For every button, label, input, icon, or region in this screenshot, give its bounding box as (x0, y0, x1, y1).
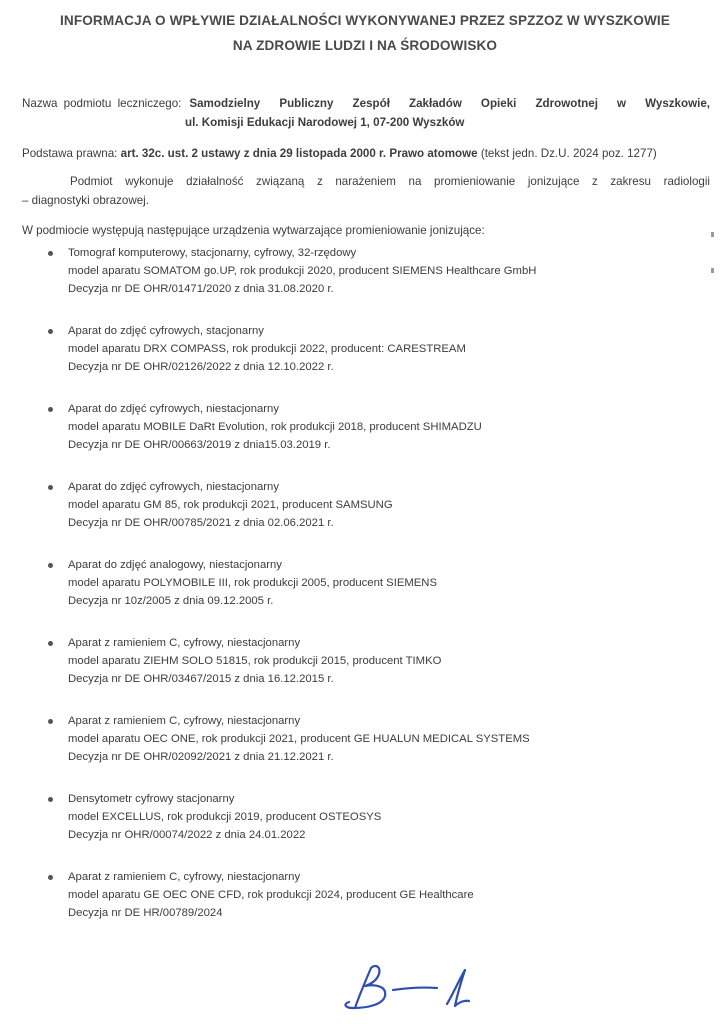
document-title (20, 8, 710, 58)
device-type: Aparat do zdjęć cyfrowych, niestacjonarny (68, 481, 279, 493)
device-type: Aparat do zdjęć cyfrowych, niestacjonarny (68, 403, 279, 415)
bullet-icon (48, 251, 53, 256)
scan-speck (711, 232, 714, 237)
activity-line-2: – diagnostyki obrazowej. (22, 194, 149, 207)
legal-basis (22, 144, 714, 163)
device-decision: Decyzja nr 10z/2005 z dnia 09.12.2005 r. (68, 595, 274, 608)
bullet-icon (48, 641, 53, 646)
bullet-icon (48, 329, 53, 334)
device-model: model aparatu ZIEHM SOLO 51815, rok produkcji 2015, producent TIMKO (68, 655, 442, 668)
device-model: model aparatu DRX COMPASS, rok produkcji 2022, producent: CARESTREAM (68, 343, 466, 356)
title-line-1: INFORMACJA O WPŁYWIE DZIAŁALNOŚCI WYKONYWANEJ PRZEZ SPZZOZ W WYSZKOWIE (60, 13, 670, 28)
bullet-icon (48, 875, 53, 880)
device-model: model aparatu SOMATOM go.UP, rok produkcji 2020, producent SIEMENS Healthcare GmbH (68, 265, 537, 278)
device-model: model aparatu OEC ONE, rok produkcji 2021, producent GE HUALUN MEDICAL SYSTEMS (68, 733, 530, 746)
bullet-icon (48, 719, 53, 724)
device-decision: Decyzja nr DE OHR/03467/2015 z dnia 16.12.2015 r. (68, 673, 334, 686)
legal-basis-act: art. 32c. ust. 2 ustawy z dnia 29 listopada 2000 r. Prawo atomowe (120, 147, 478, 160)
device-type: Aparat z ramieniem C, cyfrowy, niestacjonarny (68, 871, 301, 883)
entity-label: Nazwa podmiotu leczniczego: (22, 97, 182, 110)
device-model: model aparatu GE OEC ONE CFD, rok produkcji 2024, producent GE Healthcare (68, 889, 474, 902)
entity-name-block (22, 94, 710, 132)
title-line-2: NA ZDROWIE LUDZI I NA ŚRODOWISKO (232, 38, 498, 53)
scan-speck (711, 268, 714, 273)
entity-name-line-1: Samodzielny Publiczny Zespół Zakładów Opieki Zdrowotnej w Wyszkowie, (189, 97, 710, 110)
device-type: Aparat z ramieniem C, cyfrowy, niestacjonarny (68, 715, 301, 727)
device-decision: Decyzja nr DE OHR/02092/2021 z dnia 21.12.2021 r. (68, 751, 334, 764)
activity-line-1: Podmiot wykonuje działalność związaną z narażeniem na promieniowanie jonizujące z zakresu radiologii (70, 175, 710, 188)
bullet-icon (48, 407, 53, 412)
device-model: model aparatu POLYMOBILE III, rok produkcji 2005, producent SIEMENS (68, 577, 438, 590)
device-model: model aparatu GM 85, rok produkcji 2021, producent SAMSUNG (68, 499, 393, 512)
device-model: model EXCELLUS, rok produkcji 2019, producent OSTEOSYS (68, 811, 382, 824)
device-decision: Decyzja nr DE OHR/00785/2021 z dnia 02.06.2021 r. (68, 517, 334, 530)
device-decision: Decyzja nr DE OHR/02126/2022 z dnia 12.10.2022 r. (68, 361, 334, 374)
device-type: Aparat do zdjęć cyfrowych, stacjonarny (68, 325, 264, 337)
activity-paragraph (22, 172, 710, 210)
device-decision: Decyzja nr DE OHR/01471/2020 z dnia 31.08.2020 r. (68, 283, 334, 296)
device-decision: Decyzja nr OHR/00074/2022 z dnia 24.01.2022 (68, 829, 306, 842)
device-decision: Decyzja nr DE OHR/00663/2019 z dnia15.03.2019 r. (68, 439, 331, 452)
bullet-icon (48, 563, 53, 568)
bullet-icon (48, 485, 53, 490)
entity-name-line-2: ul. Komisji Edukacji Narodowej 1, 07-200 Wyszków (185, 116, 465, 129)
device-type: Tomograf komputerowy, stacjonarny, cyfrowy, 32-rzędowy (68, 247, 357, 259)
devices-intro: W podmiocie występują następujące urządzenia wytwarzające promieniowanie jonizujące: (22, 224, 485, 237)
device-type: Aparat do zdjęć analogowy, niestacjonarny (68, 559, 282, 571)
device-type: Aparat z ramieniem C, cyfrowy, niestacjonarny (68, 637, 301, 649)
handwritten-signature (335, 960, 485, 1015)
device-type: Densytometr cyfrowy stacjonarny (68, 793, 235, 805)
device-model: model aparatu MOBILE DaRt Evolution, rok produkcji 2018, producent SHIMADZU (68, 421, 482, 434)
legal-basis-label: Podstawa prawna: (22, 147, 118, 160)
legal-basis-note: (tekst jedn. Dz.U. 2024 poz. 1277) (480, 147, 657, 160)
device-decision: Decyzja nr DE HR/00789/2024 (68, 907, 223, 920)
bullet-icon (48, 797, 53, 802)
